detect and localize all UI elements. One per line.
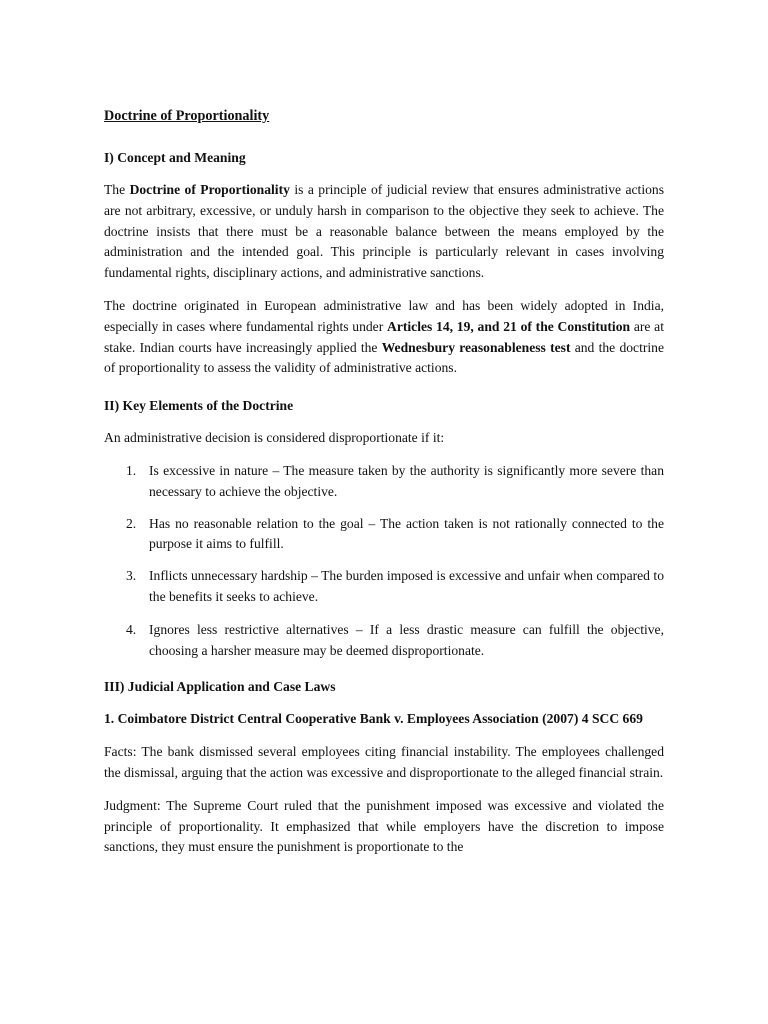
section-heading-concept: I) Concept and Meaning bbox=[104, 150, 246, 165]
key-elements-list bbox=[104, 461, 664, 661]
list-number: 1. bbox=[126, 462, 137, 478]
list-item-text: Is excessive in nature – The measure taken by the authority is significantly more severe than necessary to achieve the objective. bbox=[149, 462, 664, 499]
text-span: The doctrine originated in European administrative law and has been widely adopted in India, especially in cases where fundamental rights under bbox=[104, 297, 664, 334]
list-number: 4. bbox=[126, 621, 137, 637]
list-number: 2. bbox=[126, 515, 137, 531]
section-heading-judicial: III) Judicial Application and Case Laws bbox=[104, 679, 336, 695]
document-page bbox=[104, 106, 664, 858]
list-item bbox=[104, 620, 664, 662]
text-span: are at stake. Indian courts have increasingly applied the bbox=[104, 318, 664, 355]
bold-term-wednesbury: Wednesbury reasonableness test bbox=[381, 339, 571, 355]
paragraph-key-elements-intro: An administrative decision is considered disproportionate if it: bbox=[104, 430, 445, 446]
case-title: 1. Coimbatore District Central Cooperative Bank v. Employees Association (2007) 4 SCC 669 bbox=[104, 711, 643, 727]
list-item bbox=[104, 566, 664, 608]
document-title: Doctrine of Proportionality bbox=[104, 108, 270, 124]
list-item bbox=[104, 514, 664, 556]
text-span: The bbox=[104, 182, 130, 197]
paragraph-concept-2 bbox=[104, 296, 664, 379]
bold-term-doctrine: Doctrine of Proportionality bbox=[129, 182, 290, 197]
list-item-text: Ignores less restrictive alternatives – If a less drastic measure can fulfill the objective, choosing a harsher measure may be deemed disproportionate. bbox=[149, 621, 664, 658]
text-span: is a principle of judicial review that ensures administrative actions are not arbitrary, excessive, or unduly harsh in comparison to the objective they seek to achieve. The doctrine insists that there must be a reasonable balance between the means employed by the administration and the intended goal. This principle is particularly relevant in cases involving fundamental rights, disciplinary actions, and administrative sanctions. bbox=[104, 182, 664, 281]
bold-term-articles: Articles 14, 19, and 21 of the Constitution bbox=[387, 318, 631, 334]
paragraph-concept-1 bbox=[104, 180, 664, 284]
text-span: and the doctrine of proportionality to assess the validity of administrative actions. bbox=[104, 339, 664, 376]
paragraph-case-judgment: Judgment: The Supreme Court ruled that the punishment imposed was excessive and violated the principle of proportionality. It emphasized that while employers have the discretion to impose sanctions, they must ensure the punishment is proportionate to the bbox=[104, 797, 664, 855]
section-heading-key-elements: II) Key Elements of the Doctrine bbox=[104, 398, 294, 414]
list-item-text: Inflicts unnecessary hardship – The burden imposed is excessive and unfair when compared to the benefits it seeks to achieve. bbox=[149, 568, 664, 604]
list-item-text: Has no reasonable relation to the goal – The action taken is not rationally connected to the purpose it aims to fulfill. bbox=[149, 515, 664, 552]
paragraph-case-facts: Facts: The bank dismissed several employees citing financial instability. The employees challenged the dismissal, arguing that the action was excessive and disproportionate to the alleged financial strain. bbox=[104, 744, 664, 780]
list-number: 3. bbox=[126, 568, 137, 584]
list-item bbox=[104, 461, 664, 503]
